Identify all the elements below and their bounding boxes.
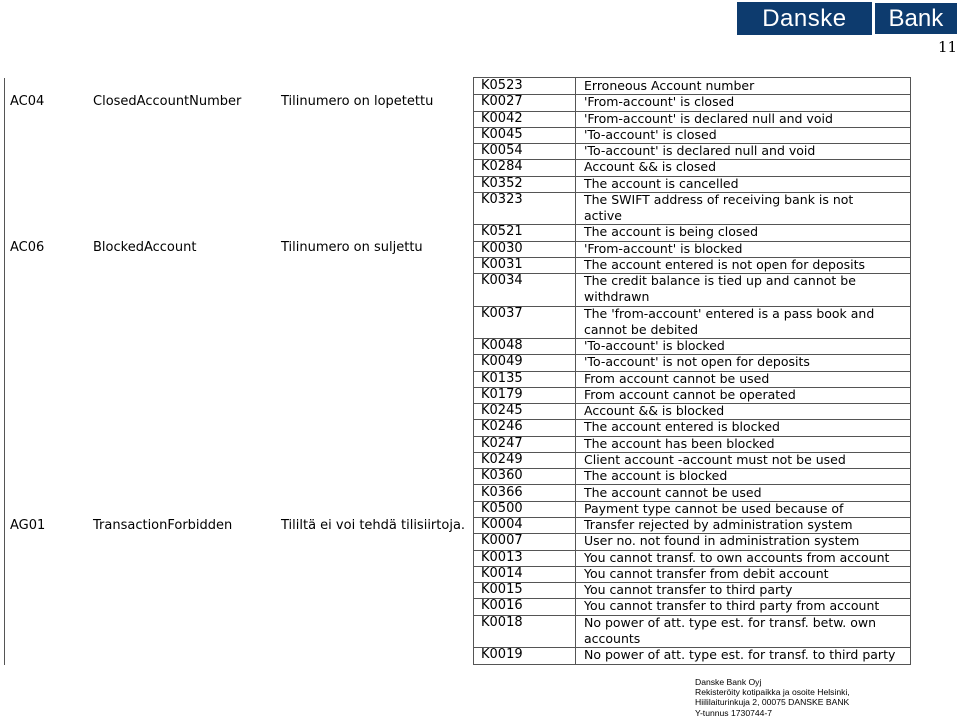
page-number: 11 <box>938 38 958 56</box>
row-code: K0048 <box>481 338 523 354</box>
row-description-continued: accounts <box>584 630 641 646</box>
row-description: The account cannot be used <box>584 484 762 500</box>
row-code: K0037 <box>481 305 523 321</box>
row-description: 'From-account' is closed <box>584 94 735 110</box>
row-description: The account is being closed <box>584 224 759 240</box>
row-code: K0323 <box>481 191 523 207</box>
row-description: 'To-account' is not open for deposits <box>584 354 810 370</box>
row-code: K0007 <box>481 533 523 549</box>
row-code: K0045 <box>481 126 523 142</box>
row-code: K0034 <box>481 273 523 289</box>
row-description: Erroneous Account number <box>584 78 755 93</box>
row-description: The account entered is not open for deposits <box>584 256 865 272</box>
row-code: K0179 <box>481 386 523 402</box>
row-code: K0245 <box>481 403 523 419</box>
row-code: K0004 <box>481 517 523 533</box>
row-description: Transfer rejected by administration system <box>584 517 853 533</box>
row-description: You cannot transf. to own accounts from account <box>584 549 890 565</box>
row-code: K0016 <box>481 598 523 614</box>
row-code: K0366 <box>481 484 523 500</box>
group-code: AC06 <box>10 240 45 255</box>
row-description: Account && is blocked <box>584 403 725 419</box>
row-code: K0284 <box>481 159 523 175</box>
row-description: From account cannot be used <box>584 370 770 386</box>
row-description: 'To-account' is blocked <box>584 338 725 354</box>
group-name: TransactionForbidden <box>93 518 233 533</box>
row-code: K0135 <box>481 370 523 386</box>
row-code: K0054 <box>481 143 523 159</box>
footer-line: Danske Bank Oyj <box>695 677 762 687</box>
row-description: The 'from-account' entered is a pass book and <box>584 305 875 321</box>
row-description: User no. not found in administration system <box>584 533 860 549</box>
row-code: K0042 <box>481 110 523 126</box>
row-code: K0014 <box>481 565 523 581</box>
row-code: K0018 <box>481 614 523 630</box>
row-description: 'To-account' is declared null and void <box>584 143 816 159</box>
row-description: The SWIFT address of receiving bank is not <box>584 191 854 207</box>
row-code: K0031 <box>481 256 523 272</box>
row-code: K0352 <box>481 175 523 191</box>
left-rule <box>4 78 5 665</box>
group-description: Tililtä ei voi tehdä tilisiirtoja. <box>281 518 466 533</box>
row-code: K0013 <box>481 549 523 565</box>
row-code: K0246 <box>481 419 523 435</box>
row-code: K0019 <box>481 647 523 663</box>
group-name: ClosedAccountNumber <box>93 94 242 109</box>
logo-left: Danske <box>737 2 872 35</box>
footer-line: Y-tunnus 1730744-7 <box>695 707 773 718</box>
row-description: 'To-account' is closed <box>584 126 717 142</box>
row-description: You cannot transfer from debit account <box>584 565 829 581</box>
row-code: K0247 <box>481 435 523 451</box>
danske-bank-logo <box>737 2 958 35</box>
logo-right: Bank <box>874 2 958 35</box>
group-name: BlockedAccount <box>93 240 197 255</box>
row-description: Payment type cannot be used because of <box>584 500 844 516</box>
row-code: K0027 <box>481 94 523 110</box>
row-description: 'From-account' is blocked <box>584 240 743 256</box>
row-description-continued: cannot be debited <box>584 321 699 337</box>
row-description-continued: withdrawn <box>584 289 650 305</box>
row-description: The account is cancelled <box>584 175 739 191</box>
row-description: You cannot transfer to third party <box>584 582 793 598</box>
row-description: You cannot transfer to third party from account <box>584 598 880 614</box>
row-code: K0049 <box>481 354 523 370</box>
row-description: The account has been blocked <box>584 435 775 451</box>
row-code: K0500 <box>481 500 523 516</box>
row-code: K0249 <box>481 451 523 467</box>
row-description: From account cannot be operated <box>584 386 796 402</box>
row-code: K0521 <box>481 224 523 240</box>
row-description: The credit balance is tied up and cannot be <box>584 273 856 289</box>
row-description: Account && is closed <box>584 159 717 175</box>
group-code: AG01 <box>10 518 46 533</box>
group-description: Tilinumero on lopetettu <box>281 94 434 109</box>
row-description: The account is blocked <box>584 468 728 484</box>
row-code: K0360 <box>481 468 523 484</box>
row-code: K0030 <box>481 240 523 256</box>
row-description: 'From-account' is declared null and void <box>584 110 833 126</box>
group-code: AC04 <box>10 94 45 109</box>
footer-line: Hiililaiturinkuja 2, 00075 DANSKE BANK <box>695 697 850 708</box>
footer-address <box>695 677 850 718</box>
row-description: No power of att. type est. for transf. to third party <box>584 647 896 663</box>
row-description: Client account -account must not be used <box>584 451 846 467</box>
row-description: No power of att. type est. for transf. betw. own <box>584 614 877 630</box>
row-description-continued: active <box>584 208 622 224</box>
group-description: Tilinumero on suljettu <box>281 240 423 255</box>
row-description: The account entered is blocked <box>584 419 780 435</box>
row-code: K0523 <box>481 78 523 93</box>
footer-line: Rekisteröity kotipaikka ja osoite Helsinki, <box>695 687 850 698</box>
row-code: K0015 <box>481 582 523 598</box>
